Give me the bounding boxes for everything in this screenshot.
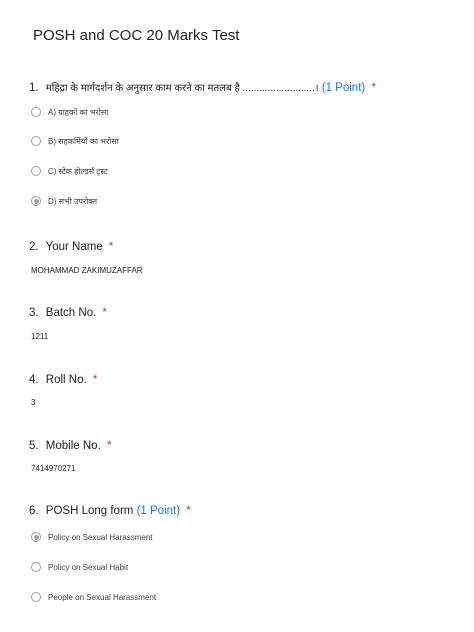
- option-1d[interactable]: [31, 194, 97, 208]
- required-asterisk: *: [186, 505, 191, 517]
- option-label: C) स्टेक होल्डर्स ट्रस्ट: [48, 166, 108, 176]
- answer-mobile: 7414970271: [31, 464, 76, 473]
- option-6a[interactable]: [31, 530, 153, 544]
- radio-button-selected[interactable]: [31, 196, 41, 206]
- option-1a[interactable]: [31, 105, 108, 119]
- radio-button[interactable]: [31, 592, 41, 602]
- question-text: Your Name: [45, 241, 103, 253]
- option-label: Policy on Sexual Habit: [48, 562, 129, 572]
- question-text: POSH Long form: [45, 505, 134, 517]
- option-label: D) सभी उपरोक्त: [48, 196, 98, 206]
- question-number: 4.: [29, 374, 39, 386]
- option-label: Policy on Sexual Harassment: [48, 532, 153, 542]
- points-label: (1 Point): [321, 82, 366, 94]
- question-text: Batch No.: [45, 307, 97, 319]
- answer-roll: 3: [31, 398, 36, 407]
- question-1-title: [29, 80, 376, 94]
- radio-button-selected[interactable]: [31, 532, 41, 542]
- form-title: POSH and COC 20 Marks Test: [33, 27, 240, 44]
- question-2-title: [29, 241, 113, 253]
- radio-button[interactable]: [31, 562, 41, 572]
- option-1c[interactable]: [31, 164, 108, 178]
- question-text: Roll No.: [45, 374, 87, 386]
- option-label: People on Sexual Harassment: [48, 592, 157, 602]
- option-6c[interactable]: [31, 590, 156, 604]
- question-number: 5.: [29, 440, 39, 452]
- question-6-title: [29, 505, 191, 517]
- option-6b[interactable]: [31, 560, 128, 574]
- question-text: Mobile No.: [45, 440, 101, 452]
- radio-button[interactable]: [31, 166, 41, 176]
- required-asterisk: *: [371, 82, 376, 94]
- question-number: 6.: [29, 505, 39, 517]
- required-asterisk: *: [108, 241, 114, 253]
- points-label: (1 Point): [136, 505, 181, 517]
- question-3-title: [29, 307, 107, 319]
- question-number: 1.: [29, 82, 39, 94]
- question-number: 2.: [29, 241, 39, 253]
- required-asterisk: *: [102, 307, 107, 319]
- question-5-title: [29, 440, 111, 452]
- option-label: B) सहकर्मियों का भरोसा: [48, 136, 119, 146]
- answer-batch: 1211: [31, 332, 49, 341]
- required-asterisk: *: [92, 374, 98, 386]
- question-4-title: [29, 374, 97, 386]
- radio-button[interactable]: [31, 136, 41, 146]
- option-1b[interactable]: [31, 134, 119, 148]
- question-text: महिद्रा के मार्गदर्शन के अनुसार काम करने का मतलब है ..........................।: [45, 83, 319, 94]
- answer-name: MOHAMMAD ZAKIMUZAFFAR: [31, 266, 143, 275]
- radio-button[interactable]: [31, 107, 41, 117]
- required-asterisk: *: [106, 440, 112, 452]
- option-label: A) ग्राहकों का भरोसा: [48, 107, 109, 117]
- question-number: 3.: [29, 307, 39, 319]
